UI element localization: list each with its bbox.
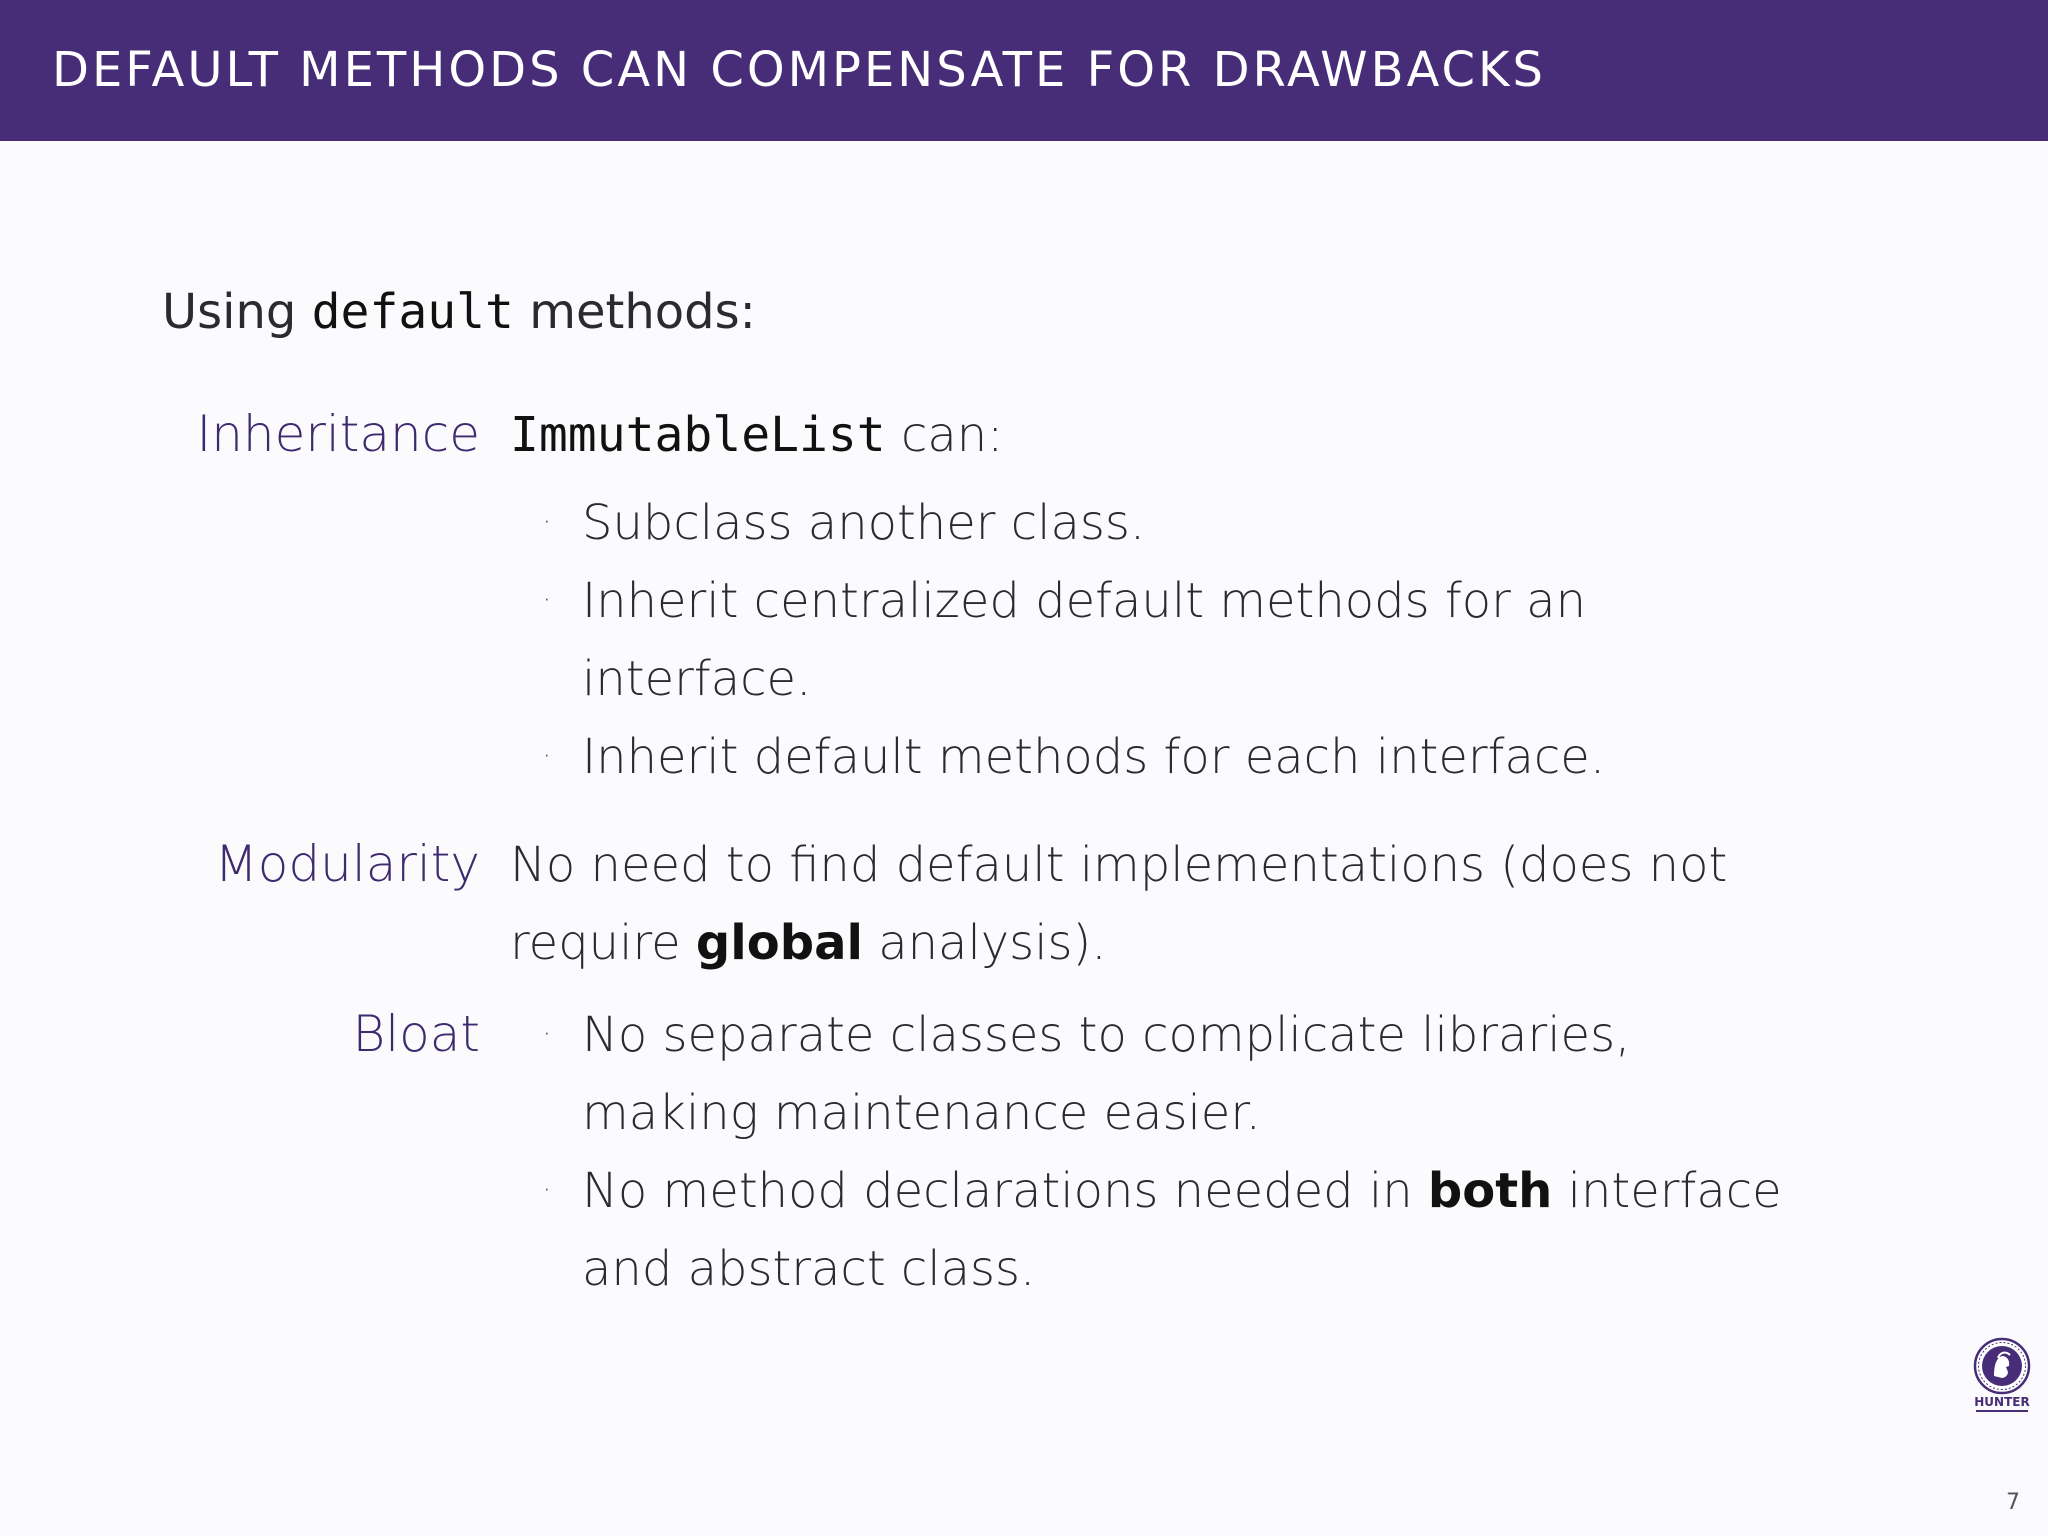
- inheritance-text: can:: [900, 407, 1004, 463]
- bullet-dot-icon: ·: [542, 505, 552, 540]
- page-number: 7: [2006, 1490, 2020, 1515]
- bullet-emphasis: both: [1427, 1163, 1553, 1219]
- modularity-line2-prefix: require: [510, 915, 681, 971]
- list-item: [542, 718, 1606, 796]
- bullet-text: Inherit centralized default methods for an: [582, 573, 1586, 629]
- modularity-emphasis: global: [695, 915, 863, 971]
- list-item: [542, 1152, 1782, 1308]
- bloat-bullets: [542, 996, 1782, 1308]
- list-item: [542, 562, 1605, 718]
- bullet-text-continued: and abstract class.: [582, 1241, 1036, 1297]
- term-modularity: Modularity: [214, 835, 480, 893]
- bullet-text-suffix: interface: [1567, 1163, 1782, 1219]
- modularity-line1: No need to find default implementations (does not: [510, 837, 1728, 893]
- bullet-text: Inherit default methods for each interface.: [582, 729, 1606, 785]
- list-item: [542, 484, 1605, 562]
- intro-suffix: methods:: [529, 284, 756, 340]
- modularity-line2-suffix: analysis).: [878, 915, 1107, 971]
- bullet-text: Subclass another class.: [582, 495, 1146, 551]
- inheritance-description: [510, 396, 1003, 474]
- term-inheritance: Inheritance: [196, 405, 480, 463]
- intro-prefix: Using: [162, 284, 297, 340]
- modularity-description: [510, 826, 1727, 982]
- inheritance-code: ImmutableList: [510, 407, 886, 463]
- slide-title: DEFAULT METHODS CAN COMPENSATE FOR DRAWBACKS: [52, 42, 1546, 98]
- intro-code: default: [311, 284, 514, 340]
- bullet-text: No separate classes to complicate libraries,: [582, 1007, 1631, 1063]
- list-item: [542, 996, 1782, 1152]
- hunter-college-seal-icon: [1968, 1336, 2036, 1416]
- bullet-dot-icon: ·: [542, 739, 552, 774]
- bullet-dot-icon: ·: [542, 1017, 552, 1052]
- inheritance-bullets: [542, 484, 1606, 796]
- bullet-text-continued: making maintenance easier.: [582, 1085, 1261, 1141]
- bullet-text-prefix: No method declarations needed in: [582, 1163, 1413, 1219]
- intro-line: [162, 282, 756, 342]
- bullet-dot-icon: ·: [542, 1173, 552, 1208]
- term-bloat: Bloat: [352, 1005, 480, 1063]
- logo-text: HUNTER: [1974, 1395, 2030, 1409]
- bullet-text-continued: interface.: [582, 651, 812, 707]
- bullet-dot-icon: ·: [542, 583, 552, 618]
